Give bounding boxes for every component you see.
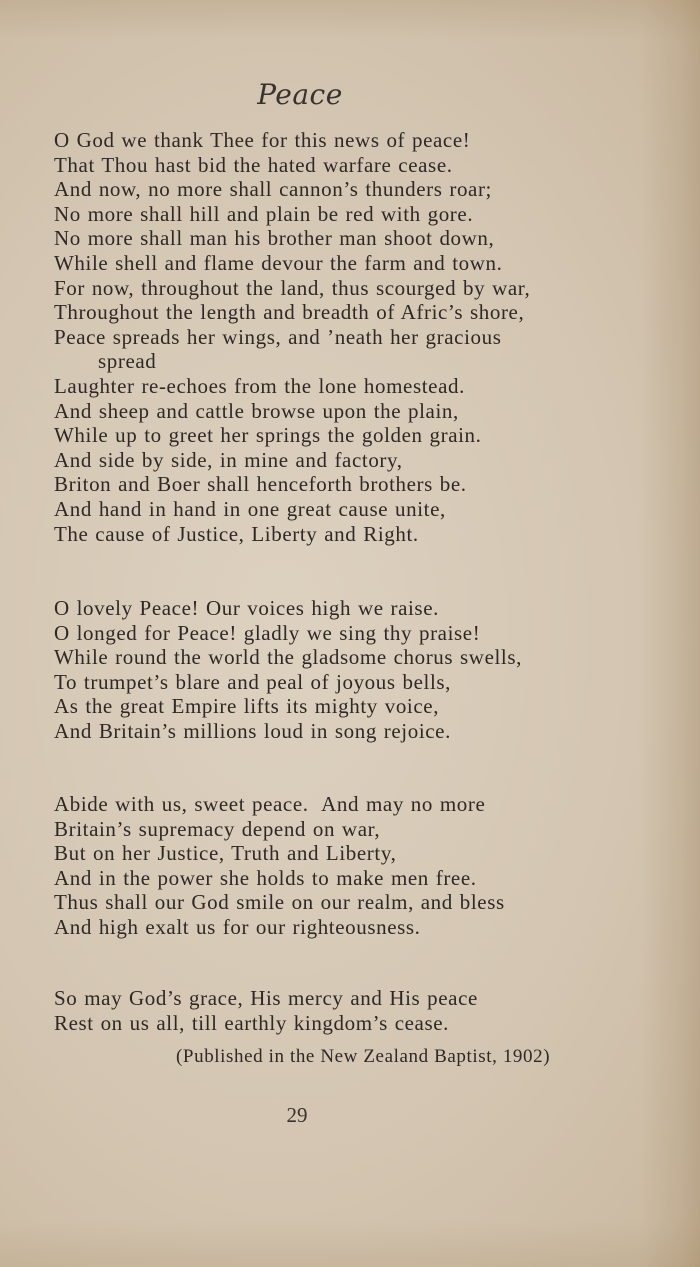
poem-line: And now, no more shall cannon’s thunders roar; xyxy=(54,177,492,202)
poem-line: Briton and Boer shall henceforth brothers be. xyxy=(54,472,467,497)
poem-line: And sheep and cattle browse upon the plain, xyxy=(54,398,459,423)
stanza-1 xyxy=(54,128,644,546)
poem-line: And hand in hand in one great cause unite, xyxy=(54,496,446,521)
poem-title: Peace xyxy=(257,78,343,111)
poem-line: Britain’s supremacy depend on war, xyxy=(54,816,381,841)
poem-line: No more shall hill and plain be red with gore. xyxy=(54,201,474,226)
poem-line: Rest on us all, till earthly kingdom’s cease. xyxy=(54,1010,450,1035)
poem-line: Throughout the length and breadth of Afric’s shore, xyxy=(54,300,525,325)
poem-line: No more shall man his brother man shoot down, xyxy=(54,226,495,251)
poem-line: That Thou hast bid the hated warfare cease. xyxy=(54,152,453,177)
stanza-4 xyxy=(54,986,644,1035)
poem-line: O God we thank Thee for this news of peace! xyxy=(54,128,471,152)
poem-line: Thus shall our God smile on our realm, and bless xyxy=(54,890,505,915)
poem-line: O longed for Peace! gladly we sing thy praise! xyxy=(54,620,481,645)
poem-line: Abide with us, sweet peace. And may no more xyxy=(54,792,486,816)
poem-line: So may God’s grace, His mercy and His peace xyxy=(54,986,478,1010)
poem-line: And side by side, in mine and factory, xyxy=(54,447,403,472)
stanza-2 xyxy=(54,596,644,744)
poem-line: While round the world the gladsome chorus swells, xyxy=(54,645,522,670)
poem-line-continuation: spread xyxy=(98,349,157,374)
poem-line: And Britain’s millions loud in song rejoice. xyxy=(54,718,451,743)
poem-line: And in the power she holds to make men free. xyxy=(54,865,477,890)
poem-line: And high exalt us for our righteousness. xyxy=(54,914,421,939)
stanza-3 xyxy=(54,792,644,940)
poem-line: Peace spreads her wings, and ’neath her gracious xyxy=(54,324,502,349)
poem-line: While shell and flame devour the farm and town. xyxy=(54,250,503,275)
poem-line: For now, throughout the land, thus scourged by war, xyxy=(54,275,531,300)
poem-line: The cause of Justice, Liberty and Right. xyxy=(54,521,419,546)
poem-line: To trumpet’s blare and peal of joyous bells, xyxy=(54,669,452,694)
poem-line: Laughter re-echoes from the lone homestead. xyxy=(54,373,465,398)
publication-attribution: (Published in the New Zealand Baptist, 1902) xyxy=(176,1046,551,1067)
poem-line: As the great Empire lifts its mighty voice, xyxy=(54,694,440,719)
poem-line: While up to greet her springs the golden grain. xyxy=(54,423,482,448)
poem-line: O lovely Peace! Our voices high we raise. xyxy=(54,596,439,620)
page-number: 29 xyxy=(286,1103,308,1127)
poem-line: But on her Justice, Truth and Liberty, xyxy=(54,841,397,866)
